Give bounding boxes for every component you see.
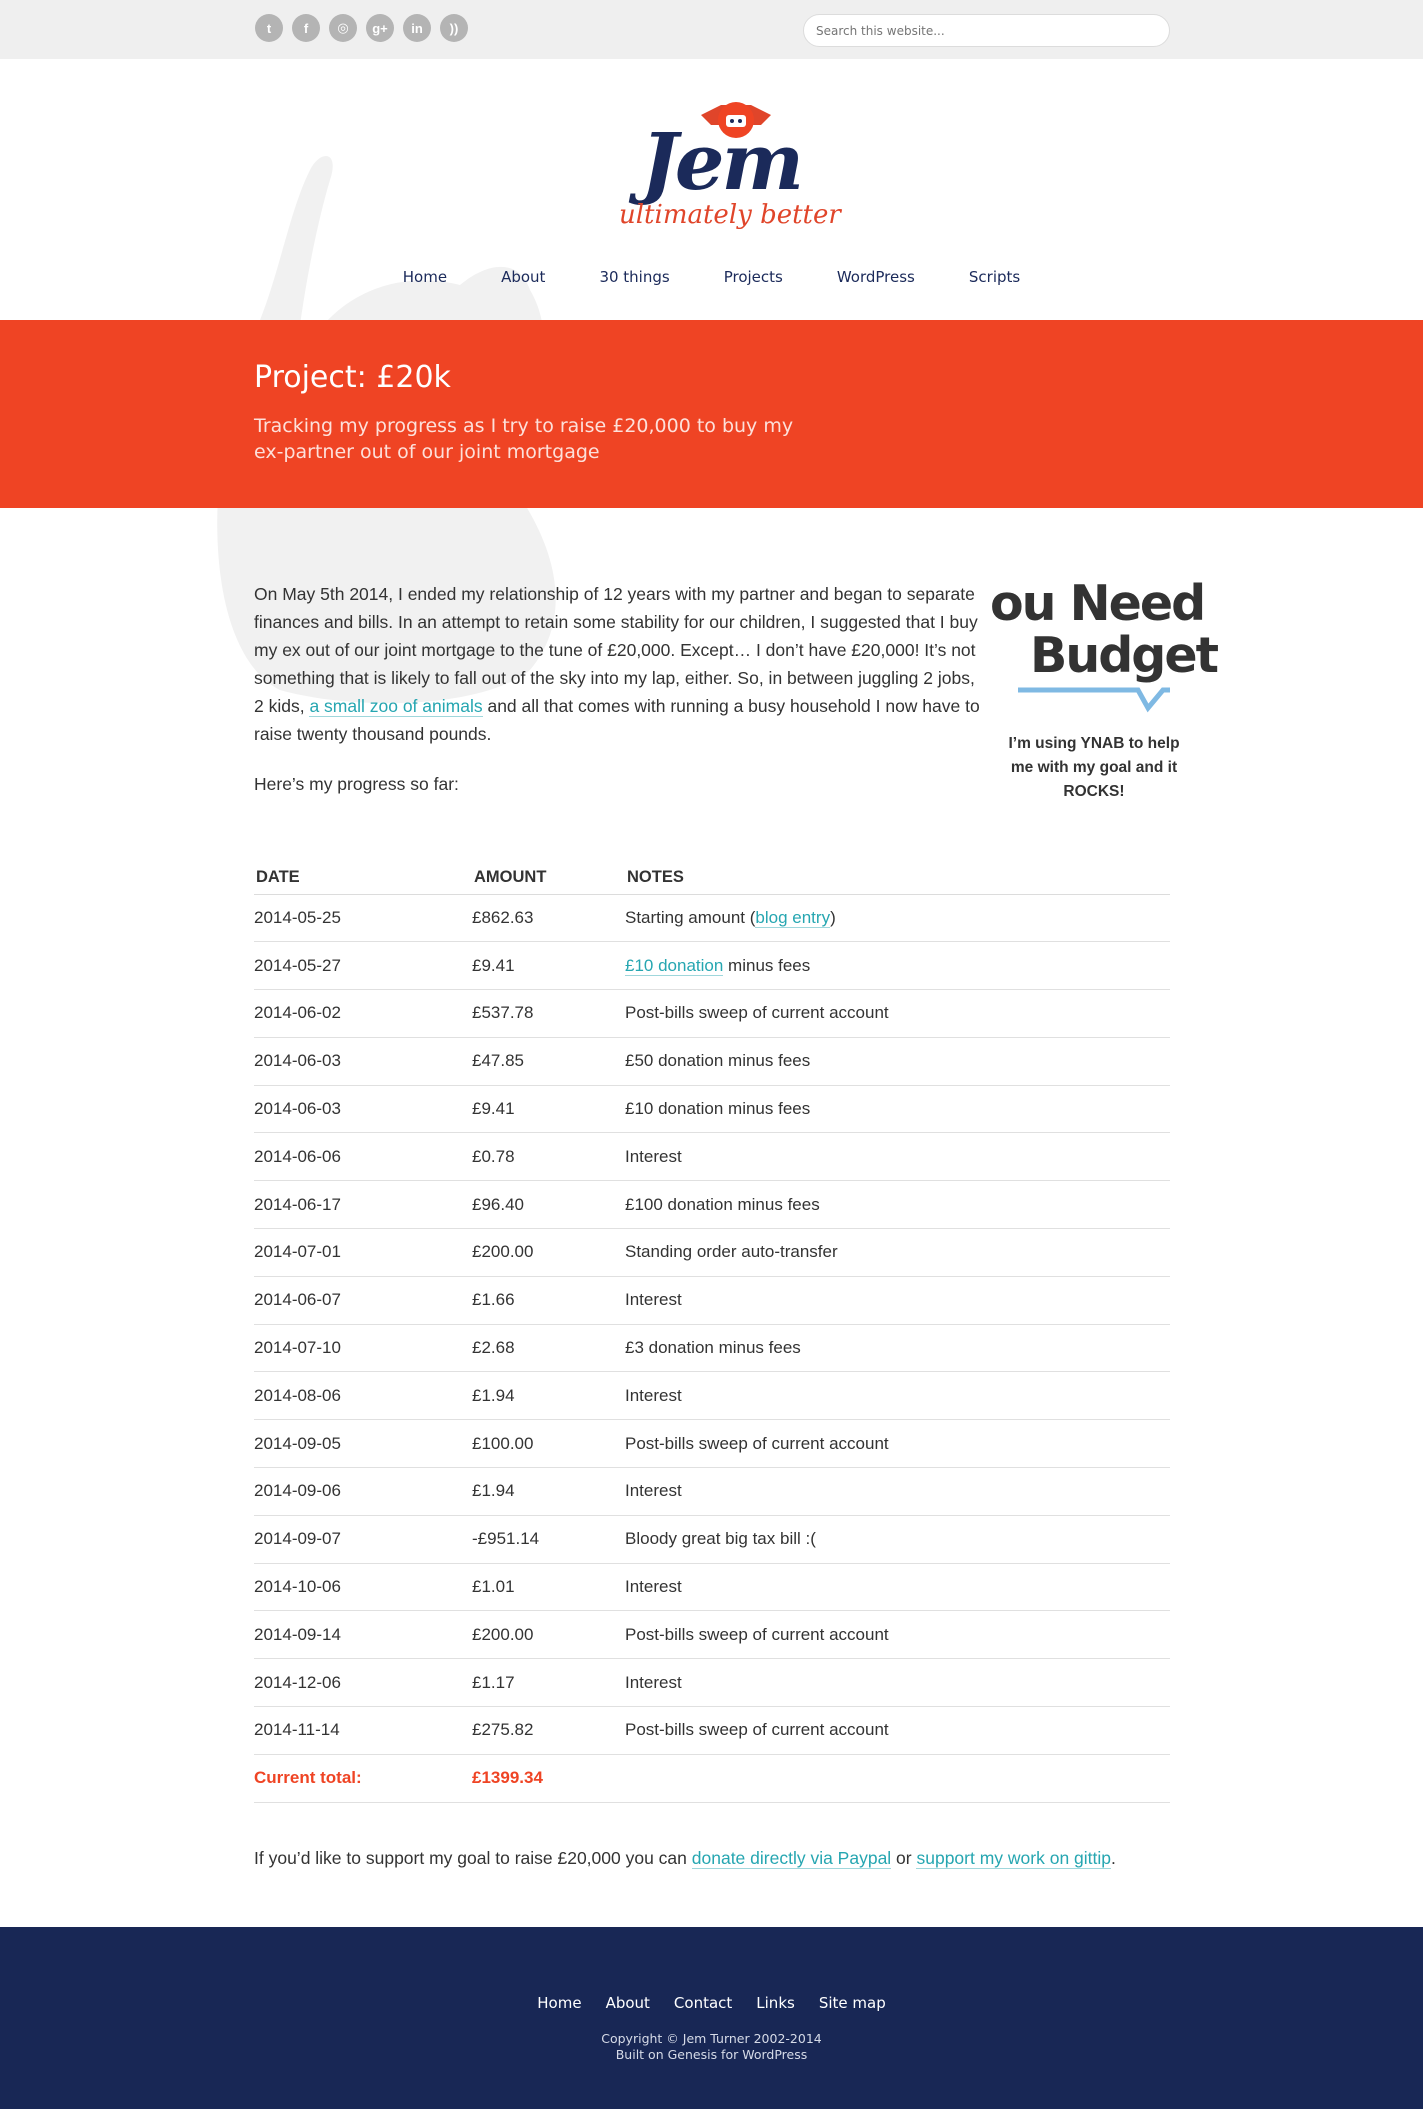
footer [0, 1927, 1423, 2109]
rss-icon[interactable]: )) [440, 14, 468, 42]
row-amount: £100.00 [472, 1420, 625, 1468]
total-notes [625, 1754, 1170, 1802]
table-row [254, 1611, 1170, 1659]
row-date: 2014-06-03 [254, 1037, 472, 1085]
row-amount: £200.00 [472, 1229, 625, 1277]
row-date: 2014-11-14 [254, 1707, 472, 1755]
table-row [254, 1372, 1170, 1420]
row-date: 2014-09-14 [254, 1611, 472, 1659]
row-note-text: £100 donation minus fees [625, 1194, 820, 1214]
row-notes [625, 1659, 1170, 1707]
progress-label: Here’s my progress so far: [254, 774, 459, 794]
page-title: Project: £20k [254, 360, 451, 395]
nav-wordpress[interactable]: WordPress [836, 268, 915, 286]
site-logo[interactable] [611, 95, 841, 245]
row-amount: £1.66 [472, 1276, 625, 1324]
logo-tagline: ultimately better [619, 200, 841, 230]
row-note-text: Interest [625, 1385, 682, 1405]
row-note-text: Post-bills sweep of current account [625, 1433, 889, 1453]
row-date: 2014-06-02 [254, 990, 472, 1038]
footer-nav [0, 1994, 1423, 2012]
table-row [254, 1468, 1170, 1516]
row-amount: -£951.14 [472, 1515, 625, 1563]
row-date: 2014-12-06 [254, 1659, 472, 1707]
row-notes [625, 990, 1170, 1038]
total-row [254, 1754, 1170, 1802]
table-row [254, 1229, 1170, 1277]
row-amount: £862.63 [472, 894, 625, 942]
social-icons [255, 14, 468, 42]
row-amount: £1.01 [472, 1563, 625, 1611]
row-note-link[interactable]: blog entry [755, 907, 831, 927]
row-notes [625, 1181, 1170, 1229]
row-notes [625, 1037, 1170, 1085]
page-subtitle: Tracking my progress as I try to raise £20,000 to buy my ex-partner out of our joint mortgage [254, 415, 794, 463]
row-note-text: £3 donation minus fees [625, 1338, 801, 1358]
row-amount: £9.41 [472, 1085, 625, 1133]
row-amount: £0.78 [472, 1133, 625, 1181]
table-row [254, 1181, 1170, 1229]
table-header-row [254, 862, 1170, 894]
row-date: 2014-05-25 [254, 894, 472, 942]
top-bar [0, 0, 1423, 59]
header-date: DATE [254, 862, 472, 894]
row-note-text: Starting amount ( [625, 907, 756, 927]
row-note-text: Post-bills sweep of current account [625, 1003, 889, 1023]
built-on-text: Built on Genesis for WordPress [615, 2047, 808, 2062]
row-notes [625, 1276, 1170, 1324]
row-date: 2014-08-06 [254, 1372, 472, 1420]
main-nav [0, 268, 1423, 286]
footer-site-map[interactable]: Site map [818, 1994, 886, 2012]
footer-contact[interactable]: Contact [673, 1994, 733, 2012]
paypal-link[interactable]: donate directly via Paypal [691, 1848, 892, 1868]
row-notes [625, 942, 1170, 990]
gittip-link[interactable]: support my work on gittip [916, 1848, 1112, 1868]
row-date: 2014-09-07 [254, 1515, 472, 1563]
header-amount: AMOUNT [472, 862, 625, 894]
support-paragraph [254, 1848, 1116, 1869]
table-row [254, 942, 1170, 990]
row-date: 2014-09-05 [254, 1420, 472, 1468]
table-row [254, 1037, 1170, 1085]
table-row [254, 1707, 1170, 1755]
row-notes [625, 1372, 1170, 1420]
footer-copyright [0, 2031, 1423, 2063]
search-input[interactable] [803, 14, 1170, 47]
row-amount: £96.40 [472, 1181, 625, 1229]
linkedin-icon[interactable]: in [403, 14, 431, 42]
logo-title: Jem [641, 117, 802, 208]
row-date: 2014-06-07 [254, 1276, 472, 1324]
table-row [254, 1324, 1170, 1372]
intro-text-end: and all that comes with running a busy household I now have to raise twenty thousand pounds. [254, 696, 980, 744]
table-row [254, 1085, 1170, 1133]
row-date: 2014-05-27 [254, 942, 472, 990]
row-note-link[interactable]: £10 donation [625, 955, 724, 975]
support-text: If you’d like to support my goal to raise £20,000 you can [254, 1848, 692, 1868]
total-label: Current total: [254, 1754, 472, 1802]
total-amount: £1399.34 [472, 1754, 625, 1802]
row-amount: £200.00 [472, 1611, 625, 1659]
table-row [254, 1133, 1170, 1181]
row-notes [625, 1085, 1170, 1133]
instagram-icon[interactable]: ◎ [329, 14, 357, 42]
table-row [254, 1276, 1170, 1324]
speech-bubble-icon [1018, 686, 1170, 728]
support-text-end: . [1111, 1848, 1116, 1868]
row-notes [625, 1563, 1170, 1611]
table-row [254, 1563, 1170, 1611]
row-date: 2014-10-06 [254, 1563, 472, 1611]
row-note-text: Post-bills sweep of current account [625, 1624, 889, 1644]
row-notes [625, 1229, 1170, 1277]
nav-home[interactable]: Home [402, 268, 448, 286]
row-amount: £47.85 [472, 1037, 625, 1085]
table-row [254, 990, 1170, 1038]
support-text-mid: or [891, 1848, 917, 1868]
row-date: 2014-07-10 [254, 1324, 472, 1372]
footer-home[interactable]: Home [537, 1994, 582, 2012]
row-note-text: Standing order auto-transfer [625, 1242, 838, 1262]
row-note-text: Post-bills sweep of current account [625, 1720, 889, 1740]
footer-about[interactable]: About [605, 1994, 650, 2012]
row-note-text: Interest [625, 1672, 682, 1692]
table-row [254, 1515, 1170, 1563]
row-amount: £1.17 [472, 1659, 625, 1707]
row-date: 2014-06-06 [254, 1133, 472, 1181]
row-note-text: £50 donation minus fees [625, 1051, 811, 1071]
header-notes: NOTES [625, 862, 1170, 894]
copyright-text: Copyright © Jem Turner 2002-2014 [601, 2031, 822, 2046]
progress-table [254, 862, 1170, 1803]
table-row [254, 894, 1170, 942]
row-amount: £9.41 [472, 942, 625, 990]
row-note-text: Interest [625, 1290, 682, 1310]
row-date: 2014-06-03 [254, 1085, 472, 1133]
row-notes [625, 1611, 1170, 1659]
nav-30-things[interactable]: 30 things [599, 268, 670, 286]
ynab-banner-line1: ou Need [990, 575, 1205, 632]
nav-projects[interactable]: Projects [723, 268, 783, 286]
row-note-text: Interest [625, 1577, 682, 1597]
row-notes [625, 1515, 1170, 1563]
nav-scripts[interactable]: Scripts [968, 268, 1021, 286]
row-note-text: Interest [625, 1481, 682, 1501]
ynab-banner-text [990, 575, 1218, 684]
row-notes [625, 1707, 1170, 1755]
row-note-text: Bloody great big tax bill :( [625, 1529, 816, 1549]
row-note-text: Interest [625, 1146, 682, 1166]
ynab-caption: I’m using YNAB to help me with my goal and it ROCKS! [1008, 735, 1180, 800]
row-date: 2014-09-06 [254, 1468, 472, 1516]
google-plus-icon[interactable]: g+ [366, 14, 394, 42]
ynab-banner[interactable] [990, 575, 1218, 728]
table-row [254, 1420, 1170, 1468]
row-amount: £1.94 [472, 1468, 625, 1516]
intro-text: On May 5th 2014, I ended my relationship of 12 years with my partner and began to separate finances and bills. In an attempt to retain some stability for our children, I suggested that I buy my ex out of our joint mortgage to the tune of £20,000. Except… I don’t have £20,000! It’s not something that is likely to fall out of the sky into my lap, either. So, in between juggling 2 jobs, 2 kids, [254, 584, 978, 716]
animals-link[interactable]: a small zoo of animals [309, 696, 483, 716]
row-notes [625, 1133, 1170, 1181]
row-notes [625, 1468, 1170, 1516]
row-date: 2014-06-17 [254, 1181, 472, 1229]
row-date: 2014-07-01 [254, 1229, 472, 1277]
row-note-suffix: minus fees [723, 955, 811, 975]
nav-about[interactable]: About [501, 268, 546, 286]
row-note-suffix: ) [830, 907, 836, 927]
table-row [254, 1659, 1170, 1707]
row-amount: £1.94 [472, 1372, 625, 1420]
row-amount: £275.82 [472, 1707, 625, 1755]
row-notes [625, 1324, 1170, 1372]
row-amount: £2.68 [472, 1324, 625, 1372]
ynab-banner-line2: Budget [1030, 627, 1218, 684]
facebook-icon[interactable]: f [292, 14, 320, 42]
intro-paragraph [254, 580, 984, 748]
row-notes [625, 894, 1170, 942]
twitter-icon[interactable]: t [255, 14, 283, 42]
row-amount: £537.78 [472, 990, 625, 1038]
hero-banner [0, 320, 1423, 508]
row-notes [625, 1420, 1170, 1468]
row-note-text: £10 donation minus fees [625, 1099, 811, 1119]
footer-links[interactable]: Links [756, 1994, 795, 2012]
